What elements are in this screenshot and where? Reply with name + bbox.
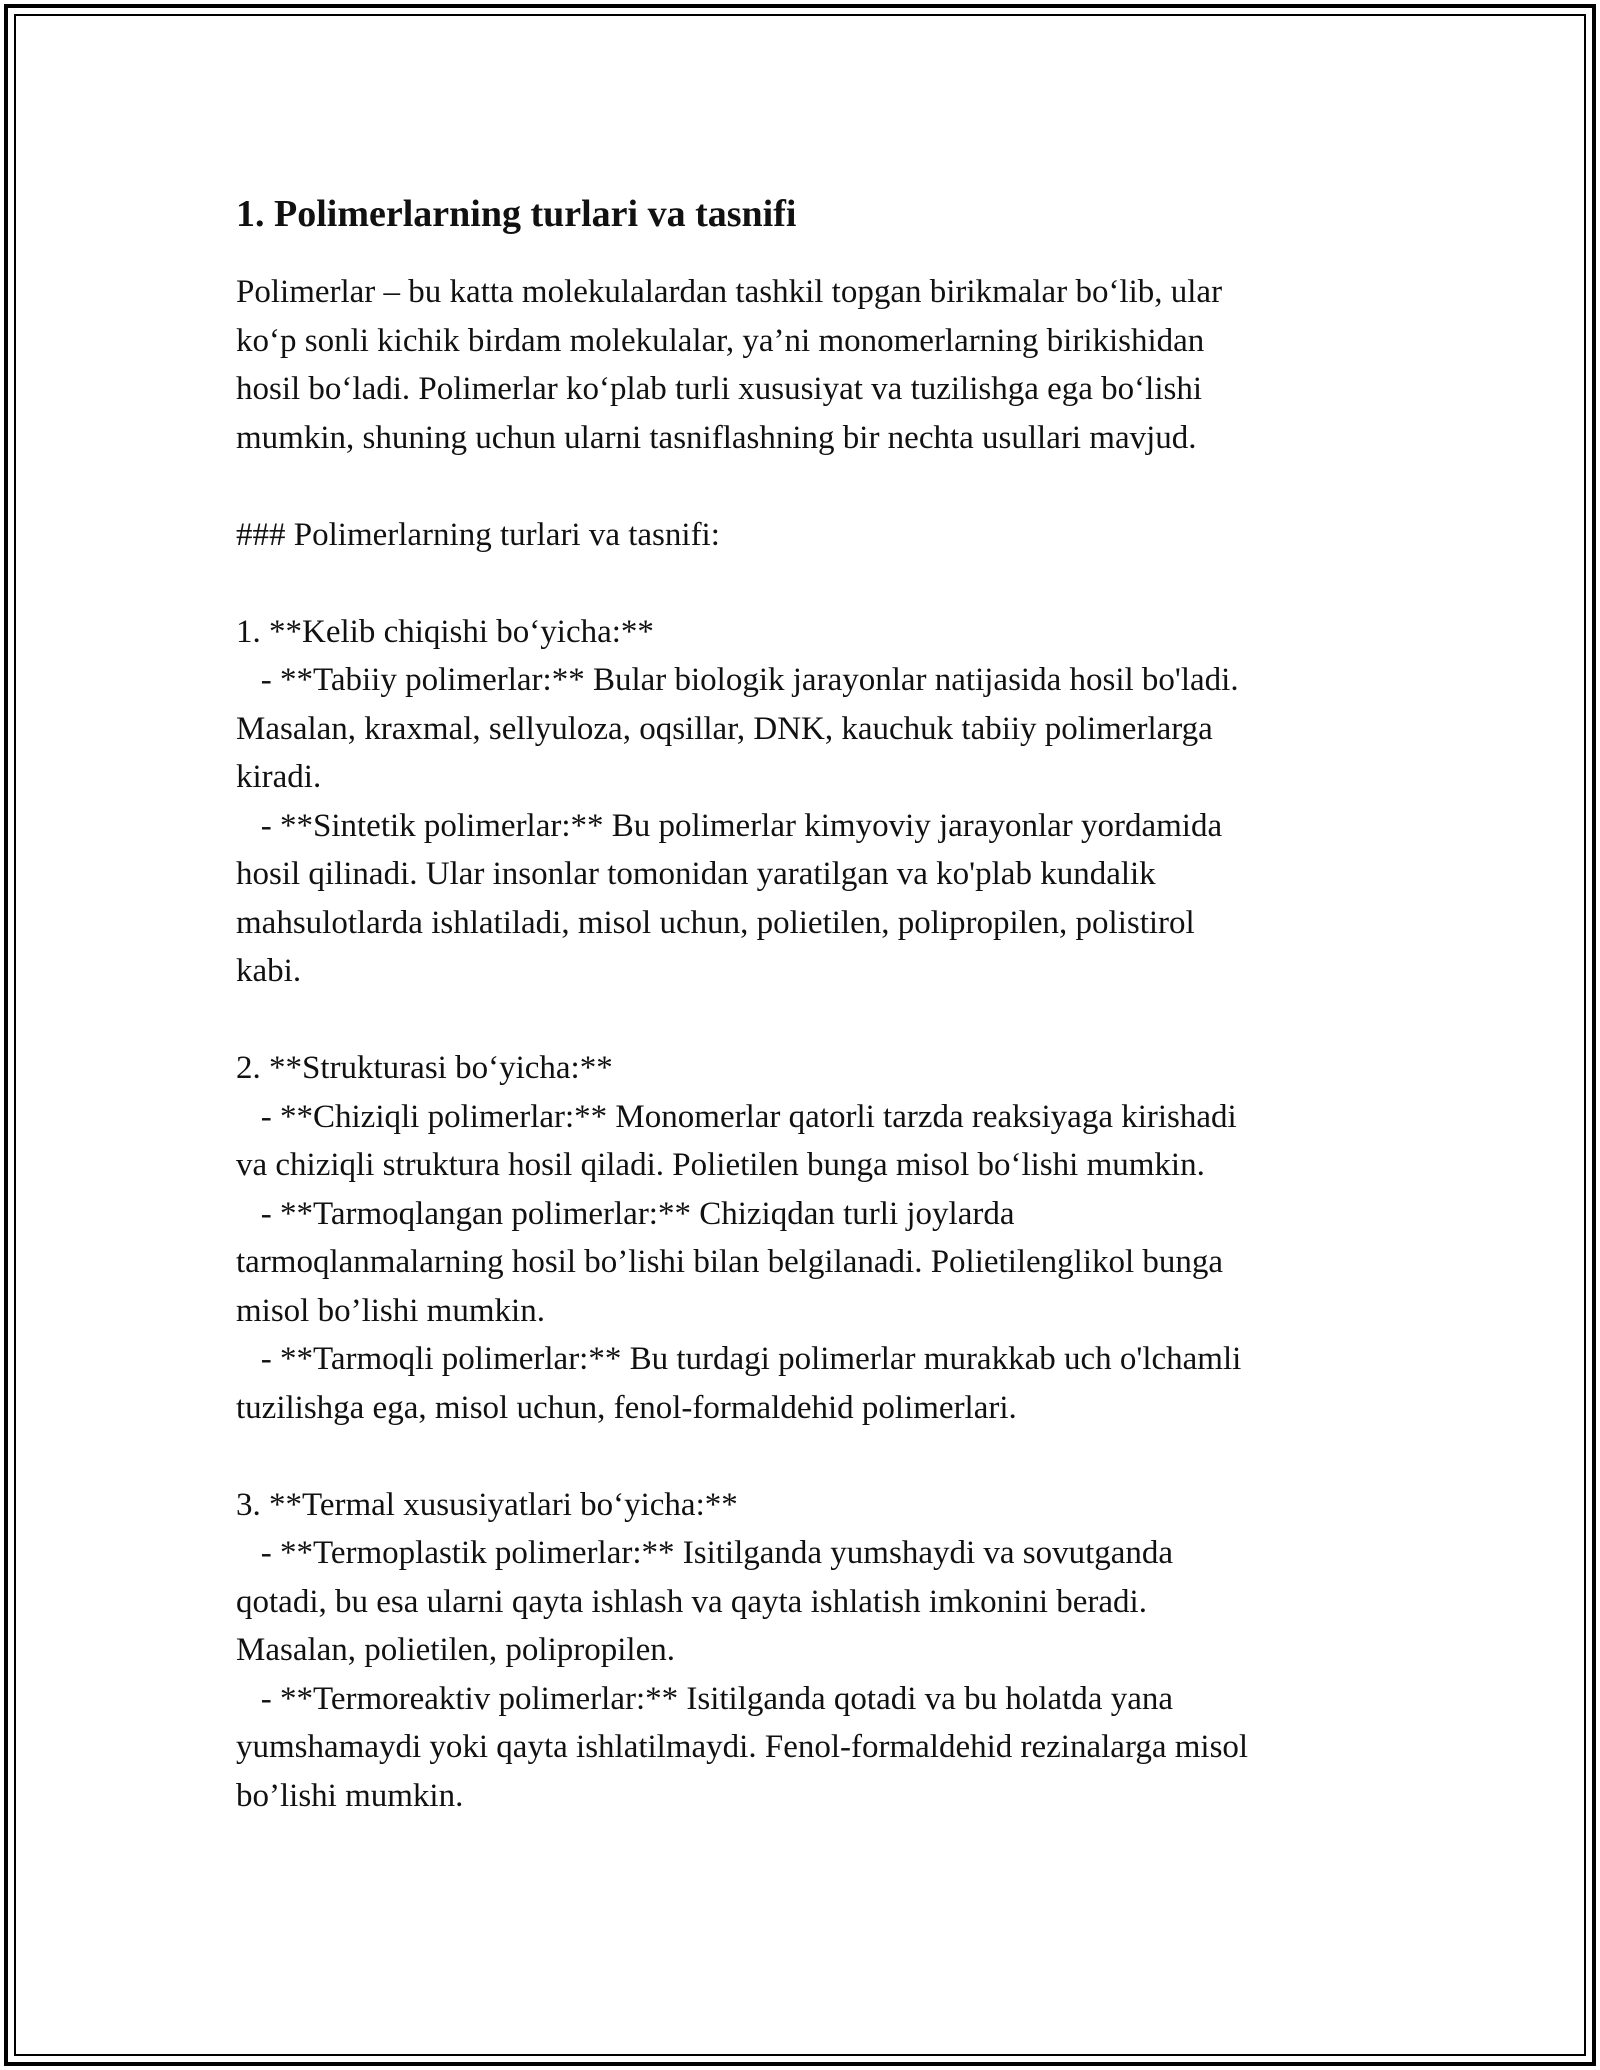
- section-heading: 3. **Termal xususiyatlari bo‘yicha:**: [236, 1486, 738, 1523]
- intro-line: Polimerlar – bu katta molekulalardan tashkil topgan birikmalar bo‘lib, ular: [236, 274, 1223, 310]
- section-line: tuzilishga ega, misol uchun, fenol-formaldehid polimerlari.: [236, 1389, 1017, 1426]
- blank-line: [236, 559, 1376, 608]
- subheading: ### Polimerlarning turlari va tasnifi:: [236, 516, 720, 553]
- section-line: hosil qilinadi. Ular insonlar tomonidan yaratilgan va ko'plab kundalik: [236, 856, 1156, 892]
- section-line: qotadi, bu esa ularni qayta ishlash va qayta ishlatish imkonini beradi.: [236, 1583, 1147, 1620]
- intro-line: hosil bo‘ladi. Polimerlar ko‘plab turli xususiyat va tuzilishga ega bo‘lishi: [236, 371, 1203, 407]
- section-line: Masalan, kraxmal, sellyuloza, oqsillar, DNK, kauchuk tabiiy polimerlarga: [236, 710, 1213, 747]
- intro-line: mumkin, shuning uchun ularni tasniflashning bir nechta usullari mavjud.: [236, 419, 1197, 456]
- intro-line: ko‘p sonli kichik birdam molekulalar, ya’ni monomerlarning birikishidan: [236, 322, 1205, 359]
- section-line: - **Tabiiy polimerlar:** Bular biologik jarayonlar natijasida hosil bo'ladi.: [236, 662, 1239, 698]
- document-body: [236, 186, 1376, 1820]
- section-line: - **Termoplastik polimerlar:** Isitilganda yumshaydi va sovutganda: [236, 1535, 1174, 1571]
- section-heading: 2. **Strukturasi bo‘yicha:**: [236, 1050, 613, 1086]
- intro-paragraph: [236, 268, 1376, 462]
- section-structure: [236, 1044, 1376, 1432]
- section-origin: [236, 608, 1376, 996]
- section-line: - **Chiziqli polimerlar:** Monomerlar qatorli tarzda reaksiyaga kirishadi: [236, 1098, 1237, 1135]
- section-line: - **Termoreaktiv polimerlar:** Isitilganda qotadi va bu holatda yana: [236, 1680, 1173, 1717]
- section-line: bo’lishi mumkin.: [236, 1777, 464, 1814]
- document-title: 1. Polimerlarning turlari va tasnifi: [236, 193, 797, 235]
- section-line: tarmoqlanmalarning hosil bo’lishi bilan belgilanadi. Polietilenglikol bunga: [236, 1244, 1224, 1280]
- section-line: va chiziqli struktura hosil qiladi. Polietilen bunga misol bo‘lishi mumkin.: [236, 1147, 1205, 1183]
- section-line: mahsulotlarda ishlatiladi, misol uchun, polietilen, polipropilen, polistirol: [236, 904, 1195, 941]
- blank-line: [236, 1432, 1376, 1481]
- section-line: yumshamaydi yoki qayta ishlatilmaydi. Fenol-formaldehid rezinalarga misol: [236, 1729, 1249, 1765]
- section-heading: 1. **Kelib chiqishi bo‘yicha:**: [236, 613, 654, 650]
- section-line: kiradi.: [236, 759, 322, 795]
- section-line: kabi.: [236, 953, 302, 989]
- section-line: misol bo’lishi mumkin.: [236, 1292, 545, 1329]
- section-line: - **Tarmoqlangan polimerlar:** Chiziqdan turli joylarda: [236, 1195, 1015, 1232]
- section-line: - **Tarmoqli polimerlar:** Bu turdagi polimerlar murakkab uch o'lchamli: [236, 1341, 1242, 1377]
- section-thermal: [236, 1481, 1376, 1821]
- blank-line: [236, 996, 1376, 1045]
- section-line: - **Sintetik polimerlar:** Bu polimerlar kimyoviy jarayonlar yordamida: [236, 807, 1223, 844]
- blank-line: [236, 462, 1376, 511]
- section-line: Masalan, polietilen, polipropilen.: [236, 1632, 675, 1668]
